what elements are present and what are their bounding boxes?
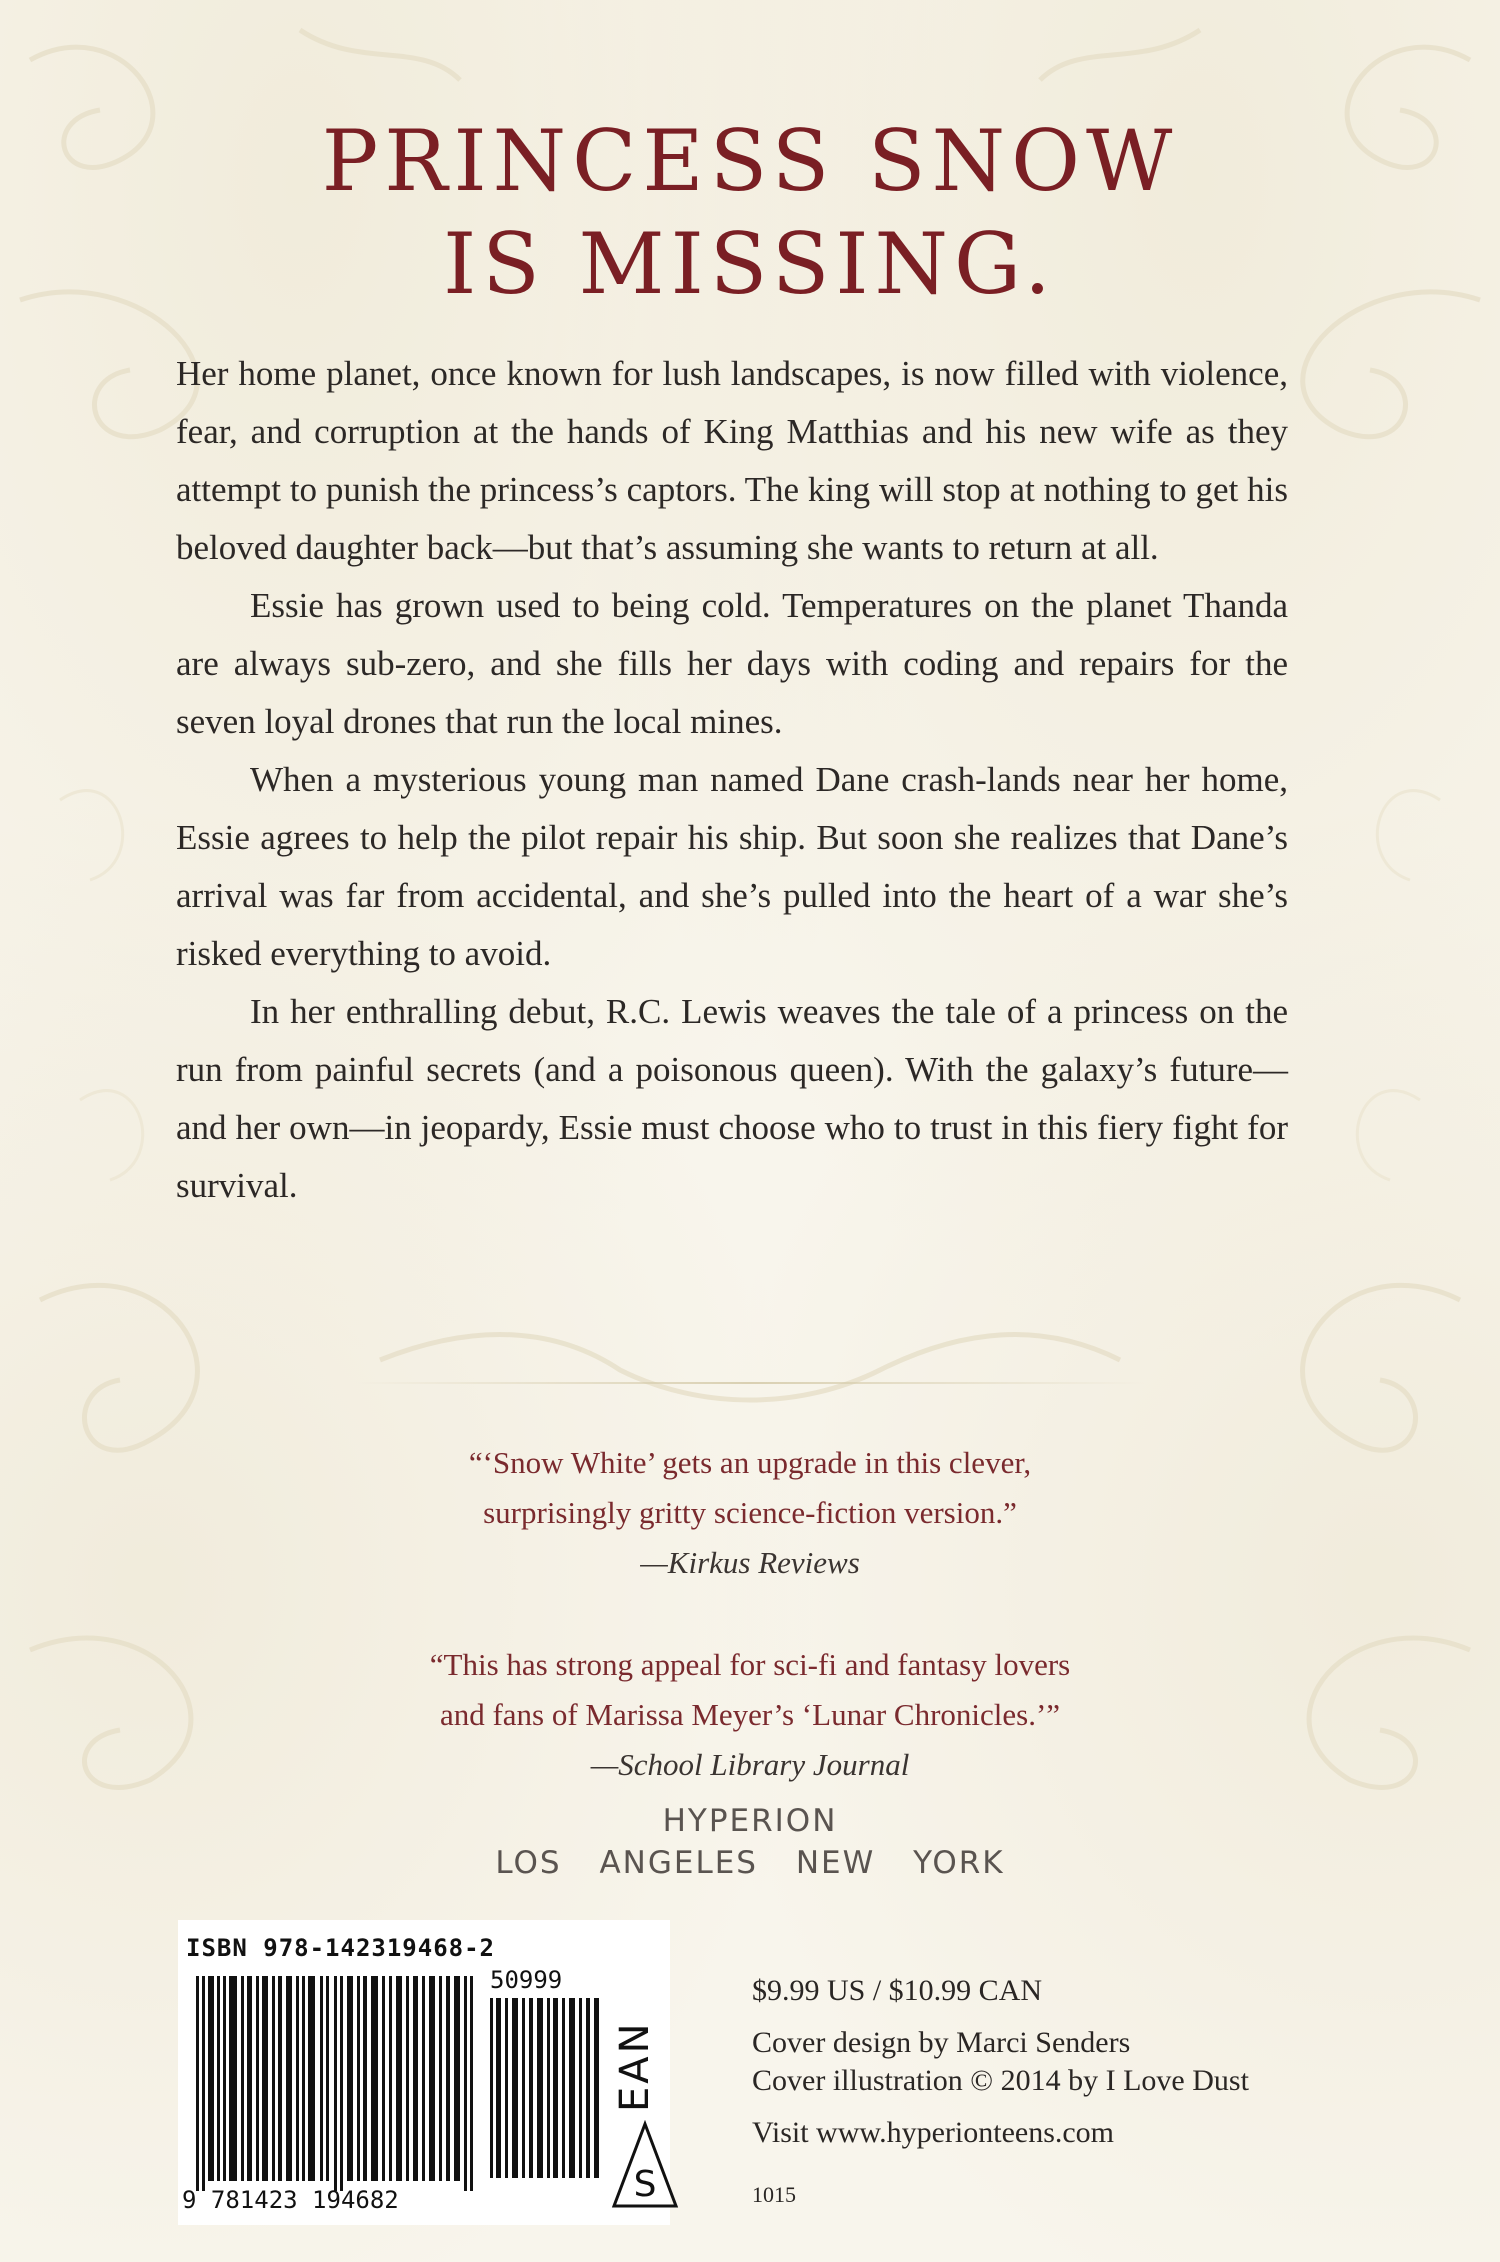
ean-barcode: [196, 1976, 486, 2191]
publisher-cities: LOS ANGELES NEW YORK: [495, 1845, 1005, 1881]
description-paragraph-1: Her home planet, once known for lush landscapes, is now filled with violence, fear, and corruption at the hands of King Matthias and his new wife as they attempt to punish the princess’s captors. The king will stop at nothing to get his beloved daughter back—but that’s assuming she wants to return at all.: [176, 354, 1288, 567]
ean-label: EAN: [612, 2020, 658, 2112]
isbn-number: ISBN 978-142319468-2: [186, 1934, 495, 1962]
price-and-credits: [752, 1972, 1249, 2214]
barcode-addon-digits: 50999: [490, 1966, 563, 1994]
publisher-name: HYPERION: [662, 1803, 838, 1839]
review-quote-line: “This has strong appeal for sci-fi and fantasy lovers: [429, 1647, 1071, 1682]
book-description: [176, 345, 1288, 1215]
recycling-triangle-icon: [610, 2120, 680, 2210]
description-paragraph-3: When a mysterious young man named Dane crash-lands near her home, Essie agrees to help the pilot repair his ship. But soon she realizes that Dane’s arrival was far from accidental, and she’s pulled into the heart of a war she’s risked everything to avoid.: [176, 760, 1288, 973]
barcode-panel: [178, 1920, 670, 2225]
headline-line-1: PRINCESS SNOW: [321, 112, 1179, 210]
review-attribution: —School Library Journal: [590, 1747, 910, 1782]
headline-line-2: IS MISSING.: [443, 215, 1057, 313]
review-school-library-journal: [0, 1640, 1500, 1790]
svg-text:S: S: [633, 2164, 657, 2205]
description-paragraph-2: Essie has grown used to being cold. Temperatures on the planet Thanda are always sub-zero, and she fills her days with coding and repairs for the seven loyal drones that run the local mines.: [176, 586, 1288, 741]
website-link[interactable]: Visit www.hyperionteens.com: [752, 2116, 1115, 2149]
price: $9.99 US / $10.99 CAN: [752, 1974, 1043, 2007]
addon-barcode: [490, 1998, 602, 2178]
review-quote-line: and fans of Marissa Meyer’s ‘Lunar Chronicles.’”: [439, 1697, 1061, 1732]
barcode-digits: 9 781423 194682: [182, 2186, 399, 2214]
review-kirkus: [0, 1438, 1500, 1588]
review-quote-line: surprisingly gritty science-fiction version.”: [483, 1495, 1017, 1530]
cover-design-credit: Cover design by Marci Senders: [752, 2026, 1131, 2059]
review-quote-line: “‘Snow White’ gets an upgrade in this clever,: [468, 1445, 1032, 1480]
description-paragraph-4: In her enthralling debut, R.C. Lewis weaves the tale of a princess on the run from painful secrets (and a poisonous queen). With the galaxy’s future—and her own—in jeopardy, Essie must choose who to trust in this fiery fight for survival.: [176, 992, 1288, 1205]
review-attribution: —Kirkus Reviews: [640, 1545, 860, 1580]
cover-illustration-credit: Cover illustration © 2014 by I Love Dust: [752, 2064, 1249, 2097]
ornamental-divider: [355, 1382, 1145, 1384]
print-code: 1015: [752, 2182, 796, 2207]
